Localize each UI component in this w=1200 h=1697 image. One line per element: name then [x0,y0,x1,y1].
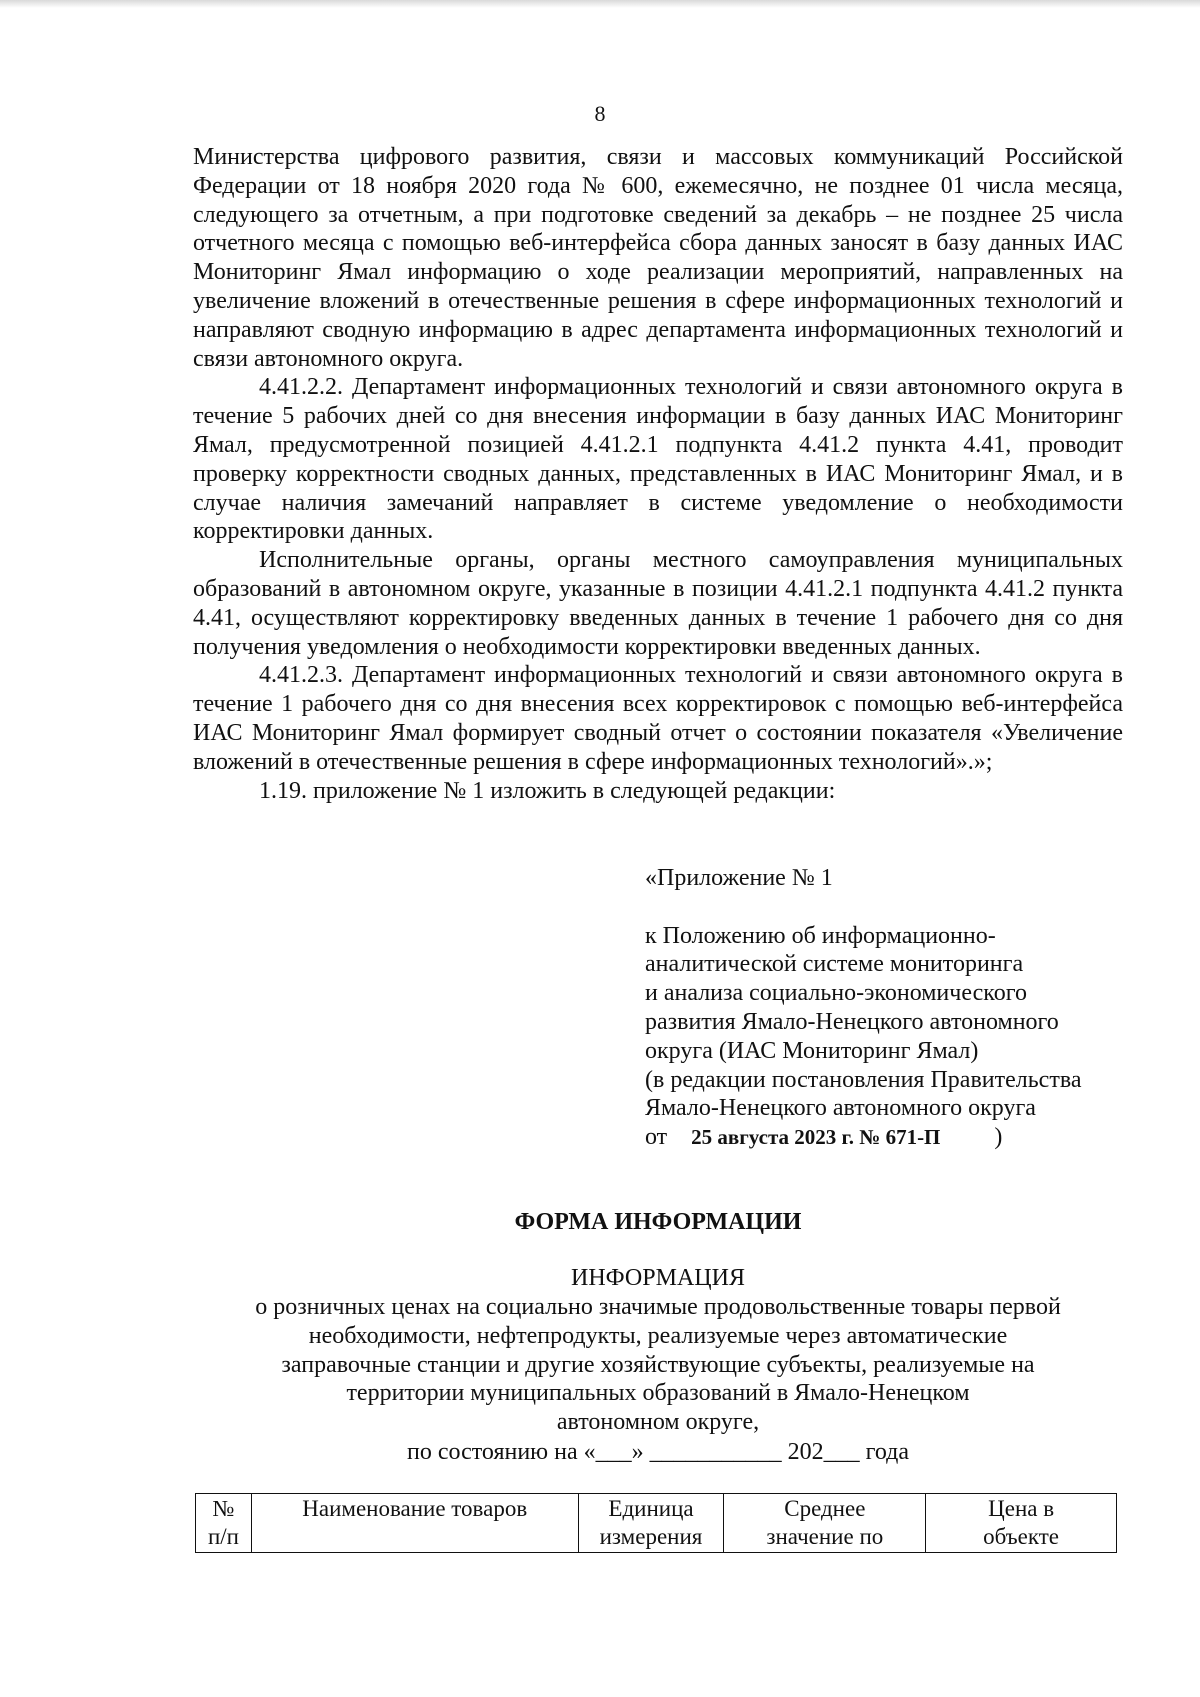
info-description [193,1293,1123,1437]
info-heading: ИНФОРМАЦИЯ [571,1265,745,1291]
column-header-average-value [724,1494,926,1553]
appendix-date-line [645,1123,1165,1152]
appendix-date-value: 25 августа 2023 г. № 671-П [691,1125,941,1150]
table-header-row [196,1494,1117,1553]
appendix-date-suffix: ) [994,1124,1003,1151]
date-line: по состоянию на «___» ___________ 202___ года [406,1439,910,1465]
header-line: Наименование товаров [302,1496,528,1521]
header-line: значение по [766,1524,884,1549]
column-header-price [926,1494,1117,1553]
info-description-line: территории муниципальных образований в Ямало-Ненецком [346,1380,970,1407]
header-line: измерения [599,1524,703,1549]
appendix-title: «Приложение № 1 [645,865,833,891]
paragraph: 4.41.2.3. Департамент информационных технологий и связи автономного округа в течение 1 рабочего дня со дня внесения всех корректировок с помощью веб-интерфейса ИАС Мониторинг Ямал формирует сводный отчет о состоянии показателя «Увеличение вложений в отечественные решения в сфере информационных технологий».»; [193,662,1123,775]
header-line: Цена в [988,1496,1055,1521]
appendix-date-prefix: от [645,1124,668,1151]
header-line: п/п [207,1524,239,1549]
column-header-product-name [251,1494,578,1553]
appendix-line: к Положению об информационно- [645,922,996,949]
header-line: Среднее [784,1496,866,1521]
scan-edge [0,0,1200,8]
price-table [195,1493,1117,1553]
form-title: ФОРМА ИНФОРМАЦИИ [514,1209,802,1235]
appendix-line: (в редакции постановления Правительства [645,1066,1082,1093]
appendix-line: аналитической системе мониторинга [645,951,1024,978]
info-description-line: автономном округе, [556,1409,760,1436]
header-line: объекте [983,1524,1060,1549]
page-number: 8 [594,101,606,126]
paragraph: Министерства цифрового развития, связи и массовых коммуникаций Российской Федерации от 18 ноября 2020 года № 600, ежемесячно, не позднее 01 числа месяца, следующего за отчетным, а при подготовке сведений за декабрь – не позднее 25 числа отчетного месяца с помощью веб-интерфейса сбора данных заносят в базу данных ИАС Мониторинг Ямал информацию о ходе реализации мероприятий, направленных на увеличение вложений в отечественные решения в сфере информационных технологий и направляют сводную информацию в адрес департамента информационных технологий и связи автономного округа. [193,144,1123,372]
column-header-number [196,1494,252,1553]
info-description-line: о розничных ценах на социально значимые продовольственные товары первой [255,1294,1061,1320]
paragraph: 4.41.2.2. Департамент информационных технологий и связи автономного округа в течение 5 рабочих дней со дня внесения информации в базу данных ИАС Мониторинг Ямал, предусмотренной позицией 4.41.2.1 подпункта 4.41.2 пункта 4.41, проводит проверку корректности сводных данных, представленных в ИАС Мониторинг Ямал, и в случае наличия замечаний направляет в системе уведомление о необходимости корректировки данных. [193,374,1123,545]
info-description-line: необходимости, нефтепродукты, реализуемые через автоматические [308,1322,1008,1349]
appendix-line: Ямало-Ненецкого автономного округа [645,1095,1036,1122]
column-header-unit [578,1494,724,1553]
header-line: № [212,1496,235,1521]
appendix-line: округа (ИАС Мониторинг Ямал) [645,1037,979,1064]
body-text [193,143,1123,805]
appendix-header [645,864,1165,1152]
paragraph: 1.19. приложение № 1 изложить в следующей редакции: [259,777,836,804]
header-line: Единица [608,1496,694,1521]
appendix-line: и анализа социально-экономического [645,980,1027,1007]
paragraph: Исполнительные органы, органы местного самоуправления муниципальных образований в автономном округе, указанные в позиции 4.41.2.1 подпункта 4.41.2 пункта 4.41, осуществляют корректировку введенных данных в течение 1 рабочего дня со дня получения уведомления о необходимости корректировки введенных данных. [193,547,1123,660]
appendix-line: развития Ямало-Ненецкого автономного [645,1008,1059,1035]
info-description-line: заправочные станции и другие хозяйствующие субъекты, реализуемые на [281,1351,1035,1378]
spacer [645,893,1165,922]
